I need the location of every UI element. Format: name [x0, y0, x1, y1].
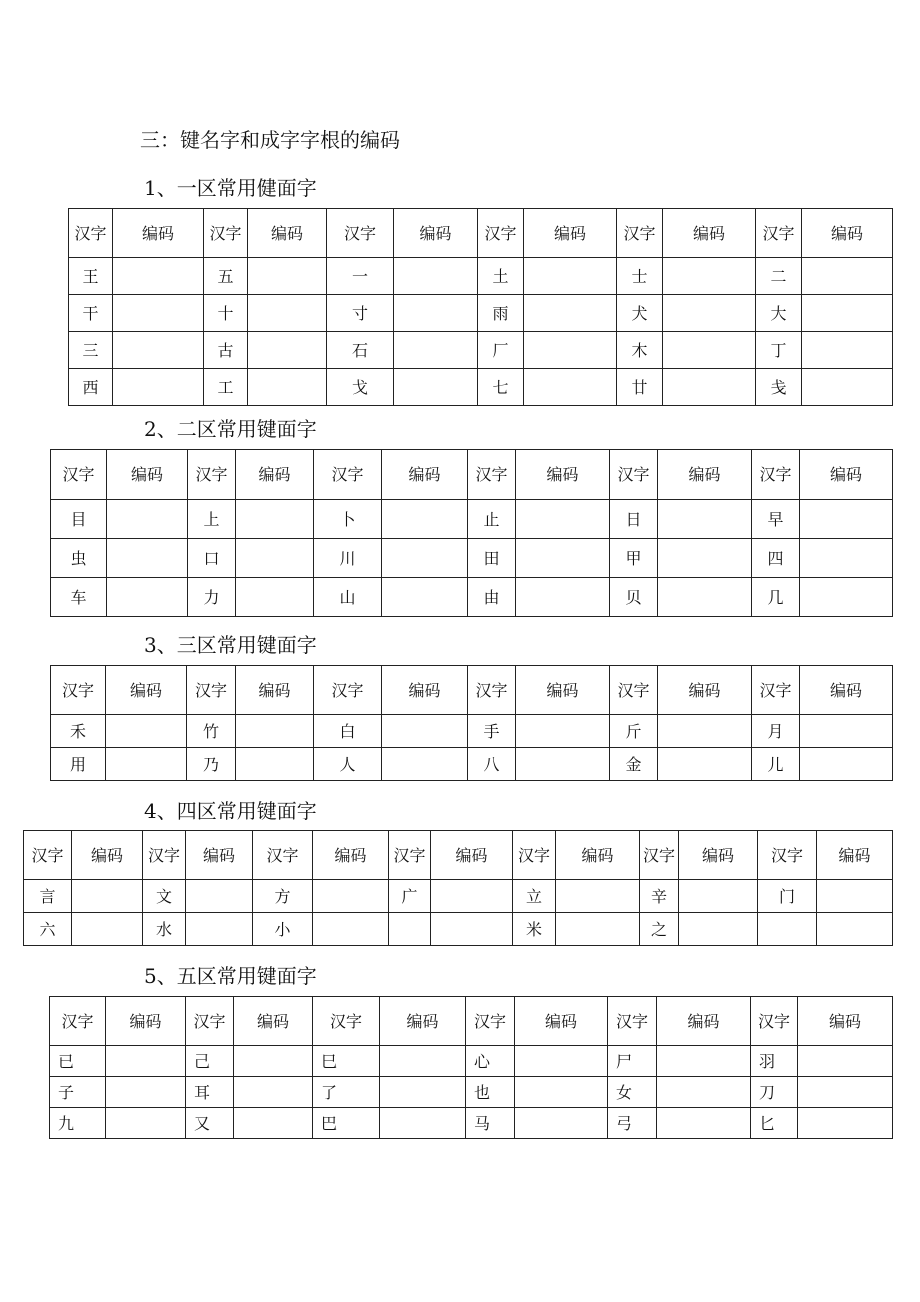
- hanzi-cell: 犬: [617, 295, 663, 332]
- code-input-cell[interactable]: [382, 715, 468, 748]
- hanzi-cell: 竹: [187, 715, 236, 748]
- code-input-cell[interactable]: [657, 1108, 751, 1139]
- code-input-cell[interactable]: [431, 880, 513, 913]
- subsection-title: 1、一区常用健面字: [144, 176, 317, 200]
- table-header-row: [51, 450, 893, 500]
- header-bianma: 编码: [380, 997, 466, 1046]
- header-bianma: 编码: [516, 450, 610, 500]
- hanzi-cell: 又: [186, 1108, 234, 1139]
- hanzi-cell: 卜: [314, 500, 382, 539]
- header-bianma: 编码: [236, 666, 314, 715]
- table-row: [51, 715, 893, 748]
- hanzi-cell: 米: [513, 913, 556, 946]
- hanzi-cell: 几: [752, 578, 800, 617]
- header-bianma: 编码: [382, 450, 468, 500]
- table-row: [51, 539, 893, 578]
- code-input-cell[interactable]: [658, 715, 752, 748]
- header-hanzi: 汉字: [468, 450, 516, 500]
- code-input-cell[interactable]: [800, 715, 893, 748]
- hanzi-cell: 木: [617, 332, 663, 369]
- hanzi-cell: 戈: [327, 369, 394, 406]
- hanzi-cell: 五: [204, 258, 248, 295]
- keyname-code-table: [50, 665, 893, 781]
- hanzi-cell: 水: [143, 913, 186, 946]
- hanzi-cell: 金: [610, 748, 658, 781]
- hanzi-cell: 日: [610, 500, 658, 539]
- table-row: [51, 500, 893, 539]
- subsection-title: 2、二区常用键面字: [144, 417, 317, 441]
- hanzi-cell: 廿: [617, 369, 663, 406]
- code-input-cell[interactable]: [679, 913, 758, 946]
- code-input-cell[interactable]: [663, 295, 756, 332]
- hanzi-cell: 贝: [610, 578, 658, 617]
- hanzi-cell: 上: [188, 500, 236, 539]
- header-bianma: 编码: [556, 831, 640, 880]
- code-input-cell[interactable]: [679, 880, 758, 913]
- code-input-cell[interactable]: [236, 500, 314, 539]
- table-row: [51, 578, 893, 617]
- hanzi-cell: 力: [188, 578, 236, 617]
- code-input-cell[interactable]: [524, 258, 617, 295]
- code-input-cell[interactable]: [106, 1046, 186, 1077]
- header-hanzi: 汉字: [466, 997, 515, 1046]
- code-input-cell[interactable]: [380, 1077, 466, 1108]
- code-input-cell[interactable]: [113, 369, 204, 406]
- subsection-title: 4、四区常用键面字: [144, 799, 317, 823]
- header-hanzi: 汉字: [608, 997, 657, 1046]
- code-input-cell[interactable]: [516, 748, 610, 781]
- code-input-cell[interactable]: [515, 1046, 608, 1077]
- hanzi-cell: 月: [752, 715, 800, 748]
- keyname-code-table: [68, 208, 893, 406]
- hanzi-cell: 文: [143, 880, 186, 913]
- header-bianma: 编码: [72, 831, 143, 880]
- header-bianma: 编码: [236, 450, 314, 500]
- code-input-cell[interactable]: [657, 1046, 751, 1077]
- hanzi-cell: 川: [314, 539, 382, 578]
- hanzi-cell: [758, 913, 817, 946]
- hanzi-cell: 西: [69, 369, 113, 406]
- header-hanzi: 汉字: [640, 831, 679, 880]
- code-input-cell[interactable]: [516, 578, 610, 617]
- hanzi-cell: 白: [314, 715, 382, 748]
- header-hanzi: 汉字: [756, 209, 802, 258]
- keyname-code-table: [49, 996, 893, 1139]
- table-row: [50, 1077, 893, 1108]
- code-input-cell[interactable]: [431, 913, 513, 946]
- code-input-cell[interactable]: [515, 1108, 608, 1139]
- code-input-cell[interactable]: [817, 913, 893, 946]
- header-hanzi: 汉字: [313, 997, 380, 1046]
- hanzi-cell: 辛: [640, 880, 679, 913]
- table-header-row: [51, 666, 893, 715]
- table-row: [69, 295, 893, 332]
- code-input-cell[interactable]: [72, 913, 143, 946]
- header-bianma: 编码: [798, 997, 893, 1046]
- hanzi-cell: 尸: [608, 1046, 657, 1077]
- header-hanzi: 汉字: [758, 831, 817, 880]
- table-row: [24, 880, 893, 913]
- header-bianma: 编码: [106, 666, 187, 715]
- code-input-cell[interactable]: [657, 1077, 751, 1108]
- header-hanzi: 汉字: [187, 666, 236, 715]
- code-input-cell[interactable]: [382, 578, 468, 617]
- hanzi-cell: 人: [314, 748, 382, 781]
- hanzi-cell: 一: [327, 258, 394, 295]
- code-input-cell[interactable]: [382, 539, 468, 578]
- header-hanzi: 汉字: [610, 450, 658, 500]
- code-input-cell[interactable]: [817, 880, 893, 913]
- header-hanzi: 汉字: [69, 209, 113, 258]
- table-row: [69, 332, 893, 369]
- hanzi-cell: 士: [617, 258, 663, 295]
- header-bianma: 编码: [107, 450, 188, 500]
- hanzi-cell: 王: [69, 258, 113, 295]
- header-bianma: 编码: [313, 831, 389, 880]
- header-hanzi: 汉字: [314, 450, 382, 500]
- hanzi-cell: 巴: [313, 1108, 380, 1139]
- hanzi-cell: 寸: [327, 295, 394, 332]
- header-hanzi: 汉字: [51, 666, 106, 715]
- header-hanzi: 汉字: [204, 209, 248, 258]
- hanzi-cell: 厂: [478, 332, 524, 369]
- hanzi-cell: 手: [468, 715, 516, 748]
- hanzi-cell: 丁: [756, 332, 802, 369]
- code-input-cell[interactable]: [802, 369, 893, 406]
- hanzi-cell: 弓: [608, 1108, 657, 1139]
- header-hanzi: 汉字: [143, 831, 186, 880]
- hanzi-cell: 已: [50, 1046, 106, 1077]
- code-input-cell[interactable]: [556, 880, 640, 913]
- hanzi-cell: 己: [186, 1046, 234, 1077]
- header-hanzi: 汉字: [253, 831, 313, 880]
- hanzi-cell: 止: [468, 500, 516, 539]
- hanzi-cell: 羽: [751, 1046, 798, 1077]
- code-input-cell[interactable]: [658, 500, 752, 539]
- code-input-cell[interactable]: [382, 748, 468, 781]
- code-input-cell[interactable]: [248, 258, 327, 295]
- code-input-cell[interactable]: [663, 258, 756, 295]
- code-input-cell[interactable]: [380, 1108, 466, 1139]
- header-hanzi: 汉字: [751, 997, 798, 1046]
- hanzi-cell: 土: [478, 258, 524, 295]
- hanzi-cell: 乃: [187, 748, 236, 781]
- header-hanzi: 汉字: [468, 666, 516, 715]
- hanzi-cell: 车: [51, 578, 107, 617]
- header-bianma: 编码: [524, 209, 617, 258]
- hanzi-cell: 小: [253, 913, 313, 946]
- subsection-title: 5、五区常用键面字: [144, 964, 317, 988]
- header-bianma: 编码: [186, 831, 253, 880]
- keyname-code-table: [50, 449, 893, 617]
- code-input-cell[interactable]: [106, 715, 187, 748]
- header-bianma: 编码: [658, 666, 752, 715]
- header-bianma: 编码: [515, 997, 608, 1046]
- hanzi-cell: 了: [313, 1077, 380, 1108]
- code-input-cell[interactable]: [524, 332, 617, 369]
- code-input-cell[interactable]: [515, 1077, 608, 1108]
- header-bianma: 编码: [516, 666, 610, 715]
- code-input-cell[interactable]: [663, 332, 756, 369]
- hanzi-cell: 由: [468, 578, 516, 617]
- code-input-cell[interactable]: [382, 500, 468, 539]
- code-input-cell[interactable]: [248, 369, 327, 406]
- code-input-cell[interactable]: [556, 913, 640, 946]
- code-input-cell[interactable]: [236, 578, 314, 617]
- header-bianma: 编码: [113, 209, 204, 258]
- header-bianma: 编码: [817, 831, 893, 880]
- header-bianma: 编码: [382, 666, 468, 715]
- header-bianma: 编码: [800, 450, 893, 500]
- table-header-row: [69, 209, 893, 258]
- header-bianma: 编码: [802, 209, 893, 258]
- table-row: [51, 748, 893, 781]
- header-hanzi: 汉字: [51, 450, 107, 500]
- header-bianma: 编码: [394, 209, 478, 258]
- code-input-cell[interactable]: [802, 332, 893, 369]
- header-bianma: 编码: [234, 997, 313, 1046]
- hanzi-cell: [389, 913, 431, 946]
- code-input-cell[interactable]: [113, 258, 204, 295]
- code-input-cell[interactable]: [658, 748, 752, 781]
- hanzi-cell: 甲: [610, 539, 658, 578]
- header-hanzi: 汉字: [327, 209, 394, 258]
- code-input-cell[interactable]: [663, 369, 756, 406]
- table-row: [69, 369, 893, 406]
- header-hanzi: 汉字: [188, 450, 236, 500]
- code-input-cell[interactable]: [798, 1046, 893, 1077]
- code-input-cell[interactable]: [658, 578, 752, 617]
- hanzi-cell: 雨: [478, 295, 524, 332]
- header-bianma: 编码: [431, 831, 513, 880]
- code-input-cell[interactable]: [394, 332, 478, 369]
- hanzi-cell: 女: [608, 1077, 657, 1108]
- code-input-cell[interactable]: [236, 715, 314, 748]
- code-input-cell[interactable]: [106, 1077, 186, 1108]
- hanzi-cell: 巳: [313, 1046, 380, 1077]
- header-hanzi: 汉字: [24, 831, 72, 880]
- hanzi-cell: 用: [51, 748, 106, 781]
- code-input-cell[interactable]: [800, 748, 893, 781]
- hanzi-cell: 三: [69, 332, 113, 369]
- code-input-cell[interactable]: [186, 913, 253, 946]
- code-input-cell[interactable]: [234, 1077, 313, 1108]
- hanzi-cell: 耳: [186, 1077, 234, 1108]
- hanzi-cell: 六: [24, 913, 72, 946]
- code-input-cell[interactable]: [802, 295, 893, 332]
- code-input-cell[interactable]: [394, 369, 478, 406]
- hanzi-cell: 心: [466, 1046, 515, 1077]
- code-input-cell[interactable]: [234, 1108, 313, 1139]
- hanzi-cell: 七: [478, 369, 524, 406]
- header-hanzi: 汉字: [610, 666, 658, 715]
- section-title: 三：键名字和成字字根的编码: [140, 128, 400, 152]
- code-input-cell[interactable]: [516, 715, 610, 748]
- hanzi-cell: 戋: [756, 369, 802, 406]
- hanzi-cell: 方: [253, 880, 313, 913]
- code-input-cell[interactable]: [798, 1077, 893, 1108]
- code-input-cell[interactable]: [524, 295, 617, 332]
- header-hanzi: 汉字: [478, 209, 524, 258]
- hanzi-cell: 也: [466, 1077, 515, 1108]
- code-input-cell[interactable]: [234, 1046, 313, 1077]
- code-input-cell[interactable]: [236, 748, 314, 781]
- table-row: [24, 913, 893, 946]
- keyname-code-table: [23, 830, 893, 946]
- hanzi-cell: 四: [752, 539, 800, 578]
- hanzi-cell: 立: [513, 880, 556, 913]
- table-row: [69, 258, 893, 295]
- header-hanzi: 汉字: [389, 831, 431, 880]
- hanzi-cell: 早: [752, 500, 800, 539]
- code-input-cell[interactable]: [113, 295, 204, 332]
- code-input-cell[interactable]: [107, 539, 188, 578]
- code-input-cell[interactable]: [394, 258, 478, 295]
- hanzi-cell: 之: [640, 913, 679, 946]
- header-hanzi: 汉字: [186, 997, 234, 1046]
- hanzi-cell: 干: [69, 295, 113, 332]
- code-input-cell[interactable]: [113, 332, 204, 369]
- header-hanzi: 汉字: [314, 666, 382, 715]
- hanzi-cell: 广: [389, 880, 431, 913]
- hanzi-cell: 石: [327, 332, 394, 369]
- code-input-cell[interactable]: [248, 295, 327, 332]
- table-row: [50, 1046, 893, 1077]
- table-header-row: [50, 997, 893, 1046]
- code-input-cell[interactable]: [380, 1046, 466, 1077]
- header-bianma: 编码: [800, 666, 893, 715]
- code-input-cell[interactable]: [516, 500, 610, 539]
- header-hanzi: 汉字: [752, 450, 800, 500]
- code-input-cell[interactable]: [524, 369, 617, 406]
- code-input-cell[interactable]: [72, 880, 143, 913]
- hanzi-cell: 禾: [51, 715, 106, 748]
- hanzi-cell: 山: [314, 578, 382, 617]
- hanzi-cell: 口: [188, 539, 236, 578]
- hanzi-cell: 言: [24, 880, 72, 913]
- hanzi-cell: 十: [204, 295, 248, 332]
- hanzi-cell: 二: [756, 258, 802, 295]
- hanzi-cell: 大: [756, 295, 802, 332]
- hanzi-cell: 目: [51, 500, 107, 539]
- hanzi-cell: 斤: [610, 715, 658, 748]
- header-bianma: 编码: [663, 209, 756, 258]
- code-input-cell[interactable]: [313, 913, 389, 946]
- code-input-cell[interactable]: [186, 880, 253, 913]
- code-input-cell[interactable]: [516, 539, 610, 578]
- code-input-cell[interactable]: [107, 578, 188, 617]
- hanzi-cell: 门: [758, 880, 817, 913]
- hanzi-cell: 工: [204, 369, 248, 406]
- table-header-row: [24, 831, 893, 880]
- hanzi-cell: 九: [50, 1108, 106, 1139]
- code-input-cell[interactable]: [106, 748, 187, 781]
- hanzi-cell: 刀: [751, 1077, 798, 1108]
- code-input-cell[interactable]: [800, 578, 893, 617]
- code-input-cell[interactable]: [248, 332, 327, 369]
- code-input-cell[interactable]: [798, 1108, 893, 1139]
- header-bianma: 编码: [679, 831, 758, 880]
- header-bianma: 编码: [658, 450, 752, 500]
- header-hanzi: 汉字: [50, 997, 106, 1046]
- code-input-cell[interactable]: [106, 1108, 186, 1139]
- header-hanzi: 汉字: [617, 209, 663, 258]
- header-bianma: 编码: [248, 209, 327, 258]
- hanzi-cell: 匕: [751, 1108, 798, 1139]
- header-hanzi: 汉字: [752, 666, 800, 715]
- code-input-cell[interactable]: [802, 258, 893, 295]
- header-hanzi: 汉字: [513, 831, 556, 880]
- table-row: [50, 1108, 893, 1139]
- code-input-cell[interactable]: [313, 880, 389, 913]
- hanzi-cell: 田: [468, 539, 516, 578]
- hanzi-cell: 子: [50, 1077, 106, 1108]
- code-input-cell[interactable]: [658, 539, 752, 578]
- hanzi-cell: 古: [204, 332, 248, 369]
- hanzi-cell: 八: [468, 748, 516, 781]
- hanzi-cell: 虫: [51, 539, 107, 578]
- code-input-cell[interactable]: [394, 295, 478, 332]
- header-bianma: 编码: [657, 997, 751, 1046]
- hanzi-cell: 马: [466, 1108, 515, 1139]
- code-input-cell[interactable]: [236, 539, 314, 578]
- header-bianma: 编码: [106, 997, 186, 1046]
- code-input-cell[interactable]: [107, 500, 188, 539]
- subsection-title: 3、三区常用键面字: [144, 633, 317, 657]
- code-input-cell[interactable]: [800, 539, 893, 578]
- hanzi-cell: 儿: [752, 748, 800, 781]
- code-input-cell[interactable]: [800, 500, 893, 539]
